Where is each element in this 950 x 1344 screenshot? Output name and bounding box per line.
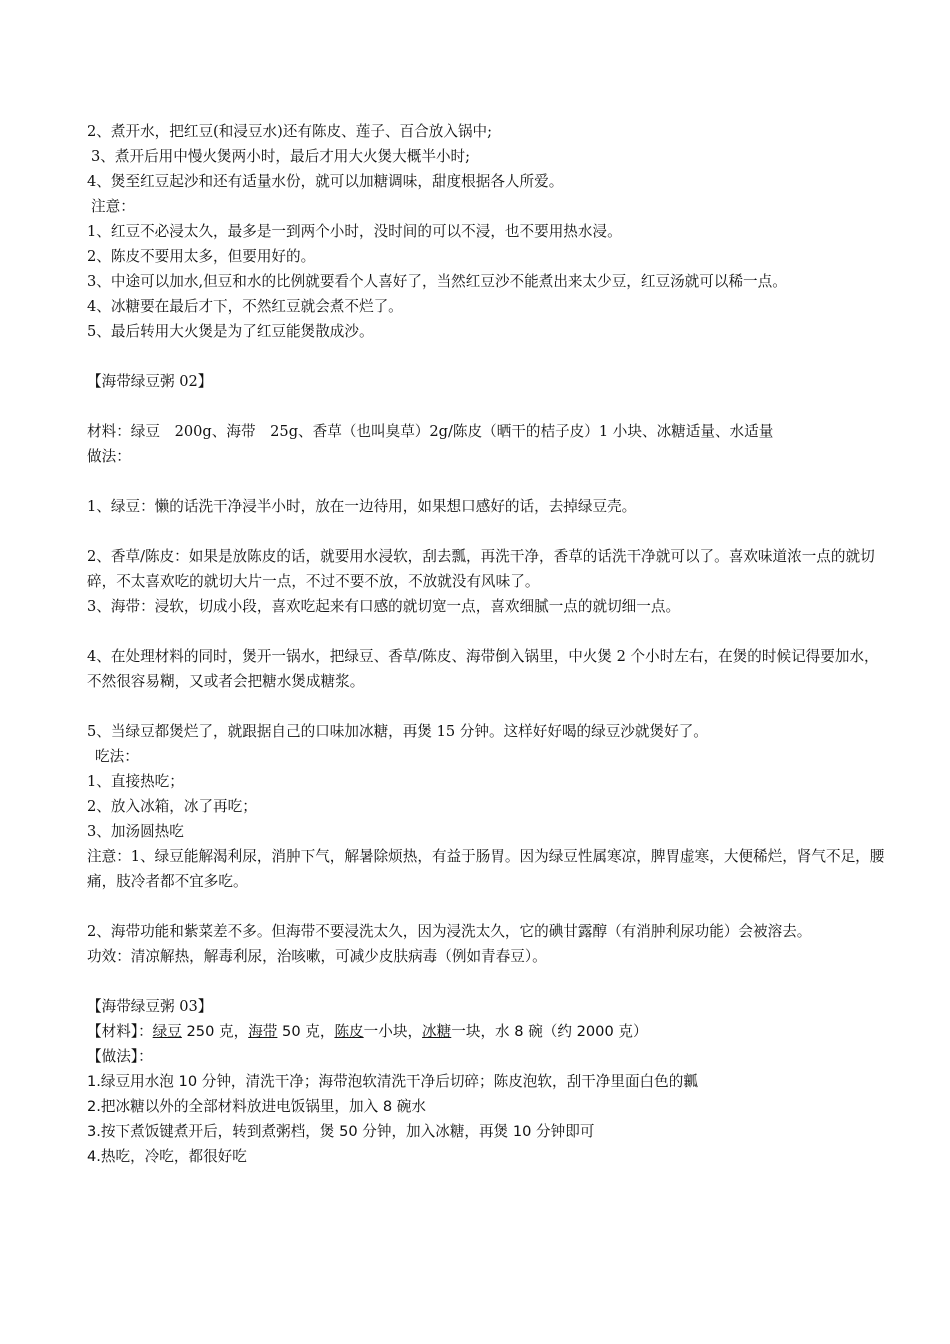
eat-item: 3、加汤圆热吃	[87, 823, 184, 840]
method-step: 1.绿豆用水泡 10 分钟，清洗干净；海带泡软清洗干净后切碎；陈皮泡软，刮干净里面白色的瓤	[87, 1073, 698, 1090]
note-paragraph: 2、海带功能和紫菜差不多。但海带不要浸洗太久，因为浸洗太久，它的碘甘露醇（有消肿利尿功能）会被溶去。	[87, 923, 812, 940]
ingredient-amount: 50 克，	[277, 1023, 335, 1040]
note-line: 1、红豆不必浸太久，最多是一到两个小时，没时间的可以不浸，也不要用热水浸。	[87, 223, 622, 240]
note-line: 5、最后转用大火煲是为了红豆能煲散成沙。	[87, 323, 374, 340]
ingredient-amount: 一块，水 8 碗（约 2000 克）	[451, 1023, 648, 1040]
note-line: 3、中途可以加水,但豆和水的比例就要看个人喜好了，当然红豆沙不能煮出来太少豆，红豆汤就可以稀一点。	[87, 273, 787, 290]
ingredient-link[interactable]: 绿豆	[152, 1023, 182, 1040]
step-line: 4、煲至红豆起沙和还有适量水份，就可以加糖调味，甜度根据各人所爱。	[87, 173, 564, 190]
ingredient-amount: 250 克，	[181, 1023, 249, 1040]
ingredient-link[interactable]: 陈皮	[334, 1023, 364, 1040]
method-step: 1、绿豆：懒的话洗干净浸半小时，放在一边待用，如果想口感好的话，去掉绿豆壳。	[87, 498, 637, 515]
note-line: 2、陈皮不要用太多，但要用好的。	[87, 248, 316, 265]
method-step: 4.热吃，冷吃，都很好吃	[87, 1148, 247, 1165]
ingredient-link[interactable]: 冰糖	[422, 1023, 452, 1040]
method-step: 5、当绿豆都煲烂了，就跟据自己的口味加冰糖，再煲 15 分钟。这样好好喝的绿豆沙就煲好了。	[87, 723, 708, 740]
document-page	[87, 119, 887, 1169]
note-line: 4、冰糖要在最后才下，不然红豆就会煮不烂了。	[87, 298, 403, 315]
materials-line: 材料：绿豆 200g、海带 25g、香草（也叫臭草）2g/陈皮（晒干的桔子皮）1 小块、冰糖适量、水适量	[87, 423, 774, 440]
ingredient-amount: 一小块，	[363, 1023, 423, 1040]
materials-label: 【材料】：	[87, 1023, 153, 1040]
method-step: 3、海带：浸软，切成小段，喜欢吃起来有口感的就切宽一点，喜欢细腻一点的就切细一点。	[87, 598, 681, 615]
eat-item: 1、直接热吃；	[87, 773, 184, 790]
step-line: 3、煮开后用中慢火煲两小时，最后才用大火煲大概半小时;	[91, 148, 471, 165]
notes-heading: 注意：	[91, 198, 135, 215]
note-paragraph: 注意：1、绿豆能解渴利尿，消肿下气，解暑除烦热，有益于肠胃。因为绿豆性属寒凉，脾胃虚寒，大便稀烂，肾气不足，腰痛，肢冷者都不宜多吃。	[87, 848, 885, 890]
method-heading: 做法：	[87, 448, 131, 465]
eat-item: 2、放入冰箱，冰了再吃；	[87, 798, 257, 815]
method-step: 2.把冰糖以外的全部材料放进电饭锅里，加入 8 碗水	[87, 1098, 426, 1115]
effect-line: 功效：清凉解热，解毒利尿，治咳嗽，可减少皮肤病毒（例如青春豆）。	[87, 948, 547, 965]
recipe-title: 【海带绿豆粥 02】	[87, 373, 213, 390]
materials-line	[87, 1019, 887, 1044]
step-line: 2、煮开水，把红豆(和浸豆水)还有陈皮、莲子、百合放入锅中;	[87, 123, 493, 140]
method-heading: 【做法】：	[87, 1048, 153, 1065]
ingredient-link[interactable]: 海带	[248, 1023, 278, 1040]
method-step: 4、在处理材料的同时，煲开一锅水，把绿豆、香草/陈皮、海带倒入锅里，中火煲 2 个小时左右，在煲的时候记得要加水，不然很容易糊，又或者会把糖水煲成糖浆。	[87, 648, 879, 690]
method-step: 2、香草/陈皮：如果是放陈皮的话，就要用水浸软，刮去瓢，再洗干净，香草的话洗干净就可以了。喜欢味道浓一点的就切碎，不太喜欢吃的就切大片一点，不过不要不放，不放就没有风味了。	[87, 548, 875, 590]
eat-heading: 吃法：	[95, 748, 139, 765]
method-step: 3.按下煮饭键煮开后，转到煮粥档，煲 50 分钟，加入冰糖，再煲 10 分钟即可	[87, 1123, 595, 1140]
recipe-title: 【海带绿豆粥 03】	[87, 998, 213, 1015]
